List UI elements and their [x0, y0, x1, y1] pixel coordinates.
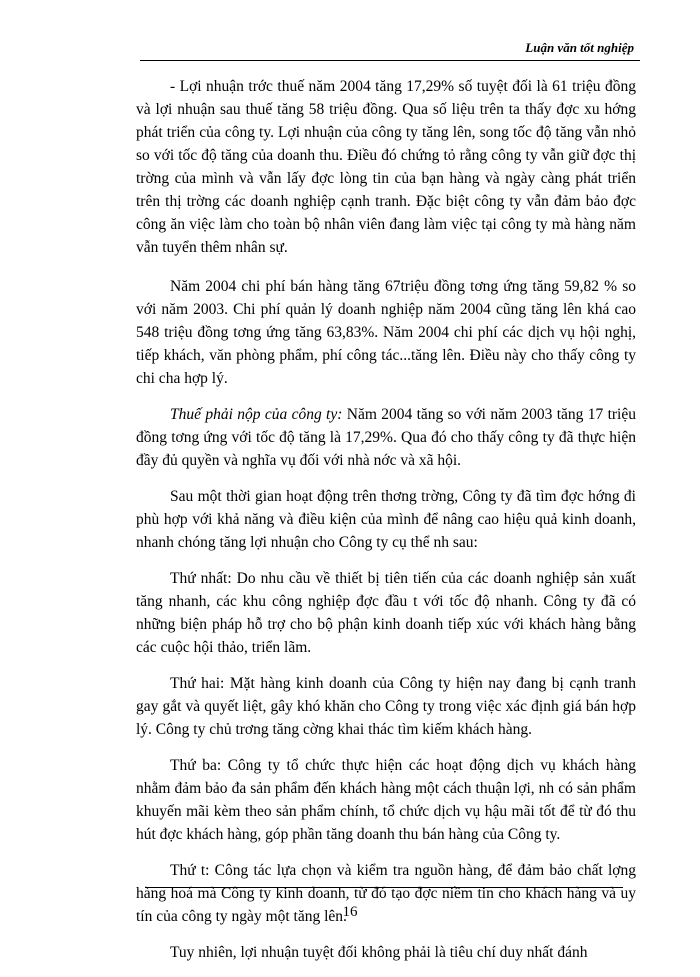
paragraph-costs: Năm 2004 chi phí bán hàng tăng 67triệu đồng tơng ứng tăng 59,82 % so với năm 2003. Chi phí quản lý doanh nghiệp năm 2004 cũng tăng lên khá cao 548 triệu đồng tơng ứng tăng 63,83%. Năm 2004 chi phí các dịch vụ hội nghị, tiếp khách, văn phòng phẩm, phí công tác...tăng lên. Điều này cho thấy công ty chi cha hợp lý. [136, 278, 636, 387]
document-body [136, 75, 636, 977]
paragraph-tax-lead: Thuế phải nộp của công ty: [170, 406, 343, 423]
paragraph-third: Thứ ba: Công ty tổ chức thực hiện các hoạt động dịch vụ khách hàng nhằm đảm bảo đa sản phẩm đến khách hàng một cách thuận lợi, nh có sản phẩm khuyến mãi kèm theo sản phẩm chính, tổ chức dịch vụ hậu mãi tốt để từ đó thu hút đợc khách hàng, góp phần tăng doanh thu bán hàng của Công ty. [136, 757, 636, 843]
paragraph-second: Thứ hai: Mặt hàng kinh doanh của Công ty hiện nay đang bị cạnh tranh gay gắt và quyết liệt, gây khó khăn cho Công ty trong việc xác định giá bán hợp lý. Công ty chủ trơng tăng cờng khai thác tìm kiếm khách hàng. [136, 675, 636, 738]
paragraph-direction: Sau một thời gian hoạt động trên thơng trờng, Công ty đã tìm đợc hớng đi phù hợp với khả năng và điều kiện của mình để nâng cao hiệu quả kinh doanh, nhanh chóng tăng lợi nhuận cho Công ty cụ thể nh sau: [136, 488, 636, 551]
page-header [140, 38, 640, 61]
paragraph-tax-body: Năm 2004 tăng so với năm 2003 tăng 17 triệu đồng tơng ứng với tốc độ tăng là 17,29%. Qua đó cho thấy công ty đã thực hiện đầy đủ quyền và nghĩa vụ đối với nhà nớc và xã hội. [136, 406, 636, 469]
paragraph-first: Thứ nhất: Do nhu cầu về thiết bị tiên tiến của các doanh nghiệp sản xuất tăng nhanh, các khu công nghiệp đợc đầu t với tốc độ nhanh. Công ty đã có những biện pháp hỗ trợ cho bộ phận kinh doanh tiếp xúc với khách hàng bằng các cuộc hội thảo, triển lãm. [136, 570, 636, 656]
paragraph-tax [136, 403, 636, 472]
paragraph-however: Tuy nhiên, lợi nhuận tuyệt đối không phải là tiêu chí duy nhất đánh [170, 944, 588, 961]
header-title: Luận văn tốt nghiệp [525, 40, 634, 55]
paragraph-fourth: Thứ t: Công tác lựa chọn và kiểm tra nguồn hàng, để đảm bảo chất lợng hàng hoá mà Công ty kinh doanh, từ đó tạo đợc niềm tin cho khách hàng và uy tín của công ty ngày một tăng lên. [136, 862, 636, 925]
page-number: 16 [342, 904, 358, 920]
footer-divider [145, 887, 623, 888]
paragraph-profit: - Lợi nhuận trớc thuế năm 2004 tăng 17,29% số tuyệt đối là 61 triệu đồng và lợi nhuận sau thuế tăng 58 triệu đồng. Qua số liệu trên ta thấy đợc xu hớng phát triển của công ty. Lợi nhuận của công ty tăng lên, song tốc độ tăng vẫn nhỏ so với tốc độ tăng của doanh thu. Điều đó chứng tỏ rằng công ty vẫn giữ đợc thị trờng của mình và vẫn lấy đợc lòng tin của bạn hàng và ngày càng phát triển trên thị trờng các doanh nghiệp cạnh tranh. Đặc biệt công ty vẫn đảm bảo đợc công ăn việc làm cho toàn bộ nhân viên đang làm việc tại công ty mà hàng năm vẫn tuyển thêm nhân sự. [136, 78, 636, 256]
